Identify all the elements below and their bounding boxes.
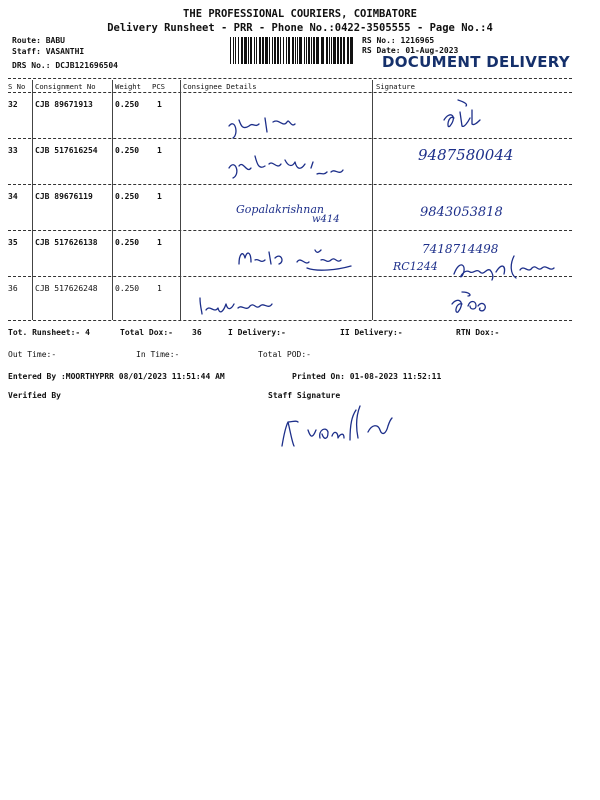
staff-signature-label: Staff Signature (268, 391, 341, 400)
col-signature: Signature (376, 82, 415, 91)
barcode-bar (350, 37, 353, 64)
row36-consignee-handwriting (196, 292, 286, 320)
row-weight: 0.250 (115, 238, 140, 247)
barcode-bar (329, 37, 330, 64)
barcode-bar (340, 37, 342, 64)
barcode-bar (343, 37, 345, 64)
row-consignment: CJB 89676119 (35, 192, 93, 201)
barcode-bar (331, 37, 332, 64)
drs-number: DRS No.: DCJB121696504 (12, 61, 118, 70)
company-name: THE PROFESSIONAL COURIERS, COIMBATORE (183, 8, 417, 20)
staff-signature (278, 402, 408, 454)
barcode-bar (238, 37, 239, 64)
total-dox-label: Total Dox:- (120, 328, 173, 337)
col-pcs: PCS (152, 82, 165, 91)
barcode-bar (286, 37, 287, 64)
barcode-bar (265, 37, 268, 64)
col-consignment: Consignment No (35, 82, 96, 91)
column-divider (372, 80, 373, 320)
first-delivery: I Delivery:- (228, 328, 286, 337)
verified-by: Verified By (8, 391, 61, 400)
row34-consignee-name: Gopalakrishnan (236, 203, 324, 216)
barcode-bar (337, 37, 339, 64)
barcode-bar (250, 37, 252, 64)
barcode-bar (299, 37, 302, 64)
rtn-dox: RTN Dox:- (456, 328, 500, 337)
out-time: Out Time:- (8, 350, 57, 359)
printed-on: Printed On: 01-08-2023 11:52:11 (292, 372, 442, 381)
row-sno: 32 (8, 100, 18, 109)
total-runsheet: Tot. Runsheet:- 4 (8, 328, 90, 337)
barcode-bar (272, 37, 273, 64)
row35-consignee-handwriting (235, 242, 355, 276)
row34-consignee-note: w414 (312, 214, 340, 225)
barcode-bar (304, 37, 305, 64)
barcode-bar (262, 37, 264, 64)
col-sno: S No (8, 82, 26, 91)
row32-signature (440, 98, 490, 138)
document-delivery-stamp: DOCUMENT DELIVERY (382, 53, 570, 71)
staff-label: Staff: VASANTHI (12, 47, 85, 56)
barcode-bar (347, 37, 349, 64)
row-weight: 0.250 (115, 284, 140, 293)
barcode-bar (254, 37, 255, 64)
barcode-bar (283, 37, 284, 64)
row-consignment: CJB 517626138 (35, 238, 98, 247)
column-divider (32, 80, 33, 320)
barcode (228, 37, 356, 64)
barcode-bar (308, 37, 310, 64)
row-rule (8, 230, 572, 231)
barcode-bar (274, 37, 276, 64)
column-divider (112, 80, 113, 320)
table-bottom-rule (8, 320, 572, 321)
barcode-bar (277, 37, 279, 64)
barcode-bar (333, 37, 336, 64)
row-weight: 0.250 (115, 192, 140, 201)
row-weight: 0.250 (115, 100, 140, 109)
rs-date: RS Date: 01-Aug-2023 (362, 46, 459, 55)
row-sno: 36 (8, 284, 18, 293)
barcode-bar (321, 37, 324, 64)
in-time: In Time:- (136, 350, 180, 359)
total-pod: Total POD:- (258, 350, 311, 359)
row-consignment: CJB 89671913 (35, 100, 93, 109)
table-top-rule (8, 78, 572, 79)
row33-signature: 9487580044 (418, 146, 514, 164)
row-pcs: 1 (157, 146, 162, 155)
barcode-bar (295, 37, 296, 64)
row35-signature-number: 7418714498 (422, 242, 499, 256)
barcode-bar (241, 37, 243, 64)
second-delivery: II Delivery:- (340, 328, 403, 337)
barcode-bar (326, 37, 328, 64)
column-divider (180, 80, 181, 320)
row-sno: 35 (8, 238, 18, 247)
row-pcs: 1 (157, 100, 162, 109)
barcode-bar (256, 37, 257, 64)
barcode-bar (269, 37, 270, 64)
row-consignment: CJB 517616254 (35, 146, 98, 155)
barcode-bar (230, 37, 231, 64)
barcode-bar (244, 37, 247, 64)
row34-signature: 9843053818 (420, 205, 503, 220)
barcode-bar (280, 37, 281, 64)
total-dox-value: 36 (192, 328, 202, 337)
barcode-bar (235, 37, 236, 64)
col-weight: Weight (115, 82, 141, 91)
row-consignment: CJB 517626248 (35, 284, 98, 293)
row36-signature (448, 288, 498, 318)
barcode-bar (288, 37, 290, 64)
row-sno: 33 (8, 146, 18, 155)
barcode-bar (306, 37, 307, 64)
runsheet-title: Delivery Runsheet - PRR - Phone No.:0422-3505555 - Page No.:4 (107, 22, 493, 34)
col-consignee: Consignee Details (183, 82, 257, 91)
row-pcs: 1 (157, 284, 162, 293)
row35-signature (450, 252, 580, 284)
rs-number: RS No.: 1216965 (362, 36, 435, 45)
barcode-bar (311, 37, 312, 64)
barcode-bar (259, 37, 261, 64)
row-weight: 0.250 (115, 146, 140, 155)
barcode-bar (297, 37, 298, 64)
row33-consignee-handwriting (225, 152, 360, 186)
barcode-bar (292, 37, 294, 64)
row-sno: 34 (8, 192, 18, 201)
barcode-bar (313, 37, 315, 64)
barcode-bar (233, 37, 234, 64)
row35-signature-note: RC1244 (393, 260, 438, 273)
barcode-bar (248, 37, 249, 64)
route-label: Route: BABU (12, 36, 65, 45)
row-pcs: 1 (157, 238, 162, 247)
row-pcs: 1 (157, 192, 162, 201)
header-rule (8, 92, 572, 93)
row32-consignee-handwriting (225, 112, 305, 142)
entered-by: Entered By :MOORTHYPRR 08/01/2023 11:51:44 AM (8, 372, 225, 381)
barcode-bar (316, 37, 319, 64)
